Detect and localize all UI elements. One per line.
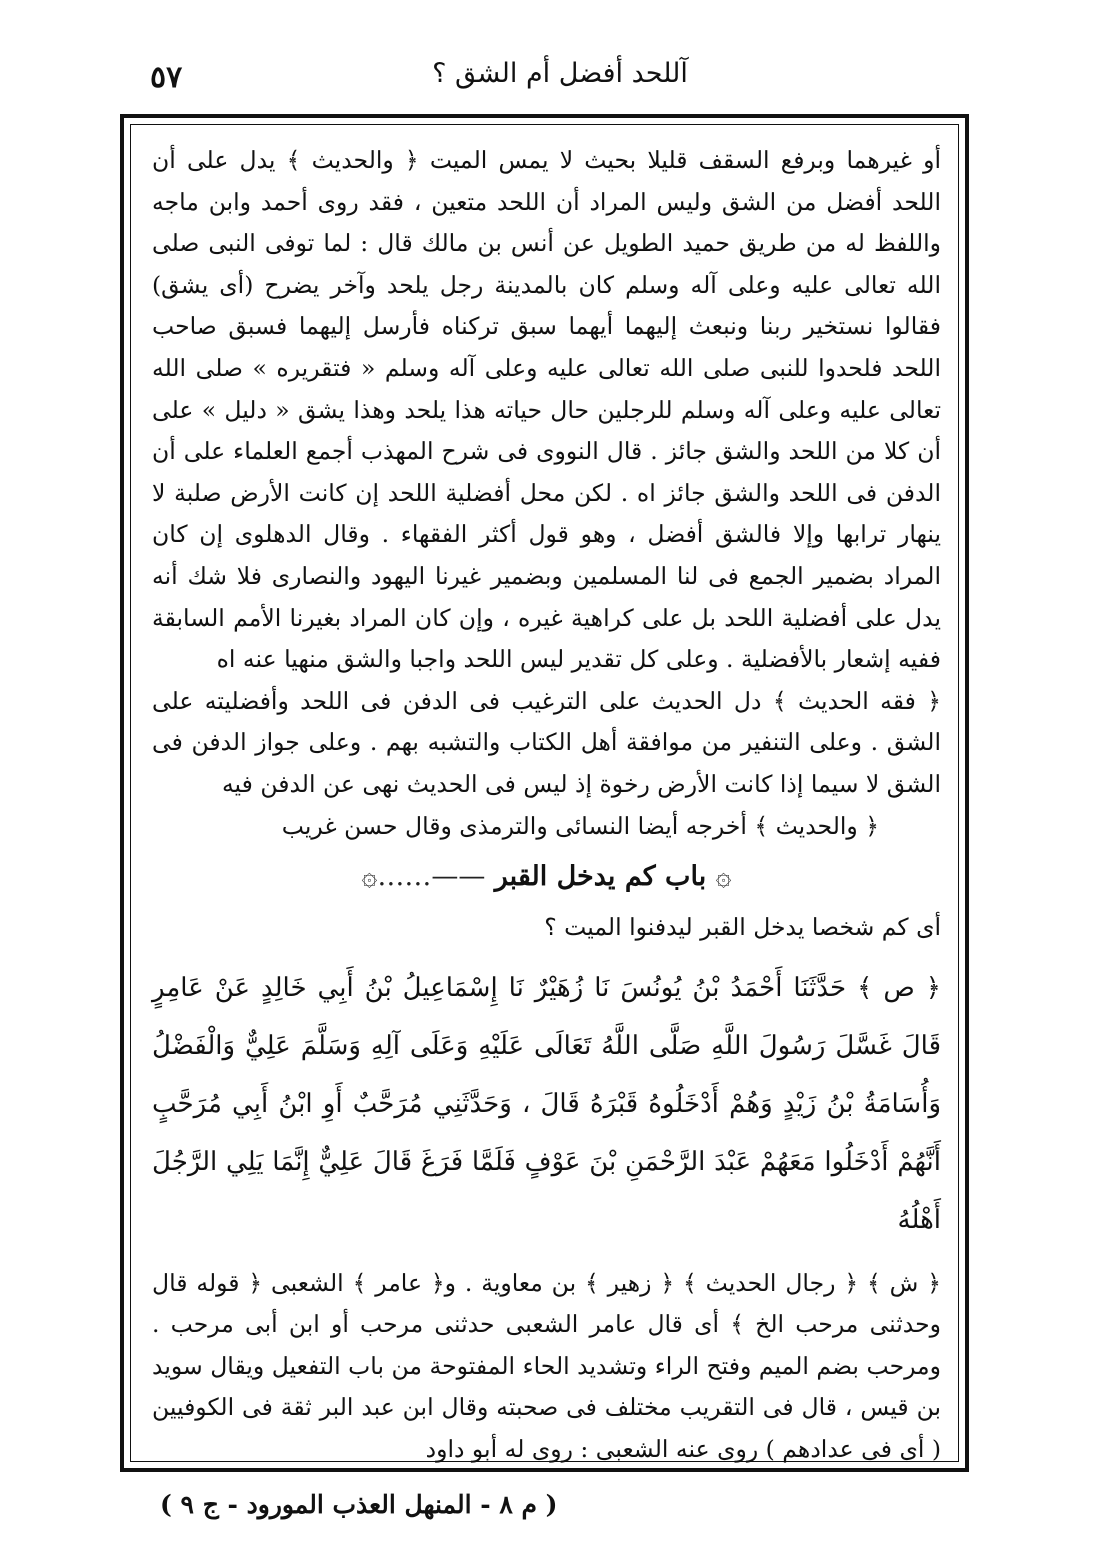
hadith-text: ﴿ ص ﴾ حَدَّثَنَا أَحْمَدُ بْنُ يُونُسَ نَا زُهَيْرٌ نَا إِسْمَاعِيلُ بْنُ أَبِي خَالِدٍ عَنْ عَامِرٍ قَالَ غَسَّلَ رَسُولَ اللَّهِ صَلَّى اللَّهُ تَعَالَى عَلَيْهِ وَعَلَى آلِهِ وَسَلَّمَ عَلِيٌّ وَالْفَضْلُ وَأُسَامَةُ بْنُ زَيْدٍ وَهُمْ أَدْخَلُوهُ قَبْرَهُ قَالَ ، وَحَدَّثَنِي مُرَحَّبٌ أَوِ ابْنُ أَبِي مُرَحَّبٍ أَنَّهُمْ أَدْخَلُوا مَعَهُمْ عَبْدَ الرَّحْمَنِ بْنَ عَوْفٍ فَلَمَّا فَرَغَ قَالَ عَلِيٌّ إِنَّمَا يَلِي الرَّجُلَ أَهْلُهُ [152,972,941,1235]
heading-ornament-left: ——‥‥‥۞ [361,861,486,893]
sharh-paragraph: ﴿ ش ﴾ ﴿ رجال الحديث ﴾ ﴿ زهير ﴾ بن معاوية . و﴿ عامر ﴾ الشعبى ﴿ قوله قال وحدثنى مرحب الخ ﴾ أى قال عامر الشعبى حدثنى مرحب أو ابن أبى مرحب . ومرحب بضم الميم وفتح الراء وتشديد الحاء المفتوحة من باب التفعيل ويقال سويد بن قيس ، قال فى التقريب مختلف فى صحبته وقال ابن عبد البر ثقة فى الكوفيين ( أى فى عدادهم ) روى عنه الشعبى : روى له أبو داود [152,1268,941,1464]
chapter-heading [152,853,941,901]
fiqh-paragraph: ﴿ فقه الحديث ﴾ دل الحديث على الترغيب فى الدفن فى اللحد وأفضليته على الشق . وعلى التنفير من موافقة أهل الكتاب والتشبه بهم . وعلى جواز الدفن فى الشق لا سيما إذا كانت الأرض رخوة إذ ليس فى الحديث نهى عن الدفن فيه [152,686,941,798]
page-number: ٥٧ [150,60,183,95]
running-title: آللحد أفضل أم الشق ؟ [432,58,688,89]
chapter-title: باب كم يدخل القبر [494,861,707,893]
hadith-source-paragraph: ﴿ والحديث ﴾ أخرجه أيضا النسائى والترمذى وقال حسن غريب [281,811,879,840]
chapter-intro: أى كم شخصا يدخل القبر ليدفنوا الميت ؟ [544,913,941,942]
main-text [152,140,941,1471]
page-header [0,0,1100,110]
commentary-paragraph: أو غيرهما وبرفع السقف قليلا بحيث لا يمس الميت ﴿ والحديث ﴾ يدل على أن اللحد أفضل من الشق وليس المراد أن اللحد متعين ، فقد روى أحمد وابن ماجه واللفظ له من طريق حميد الطويل عن أنس بن مالك قال : لما توفى النبى صلى الله تعالى عليه وعلى آله وسلم كان بالمدينة رجل يلحد وآخر يضرح (أى يشق) فقالوا نستخير ربنا ونبعث إليهما أيهما سبق تركناه فأرسل إليهما فسبق صاحب اللحد فلحدوا للنبى صلى الله تعالى عليه وعلى آله وسلم « فتقريره » صلى الله تعالى عليه وعلى آله وسلم للرجلين حال حياته هذا يلحد وهذا يشق « دليل » على أن كلا من اللحد والشق جائز . قال النووى فى شرح المهذب أجمع العلماء على أن الدفن فى اللحد والشق جائز اه . لكن محل أفضلية اللحد إن كانت الأرض صلبة لا ينهار ترابها وإلا فالشق أفضل ، وهو قول أكثر الفقهاء . وقال الدهلوى إن كان المراد بضمير الجمع فى لنا المسلمين وبضمير غيرنا اليهود والنصارى فلا شك أنه يدل على أفضلية اللحد بل على كراهية غيره ، وإن كان المراد بغيرنا الأمم السابقة ففيه إشعار بالأفضلية . وعلى كل تقدير ليس اللحد واجبا والشق منهيا عنه اه [152,146,941,674]
heading-ornament-right: ۞ [715,861,732,893]
footer-signature: ( م ٨ - المنهل العذب المورود - ج ٩ ) [160,1490,558,1519]
